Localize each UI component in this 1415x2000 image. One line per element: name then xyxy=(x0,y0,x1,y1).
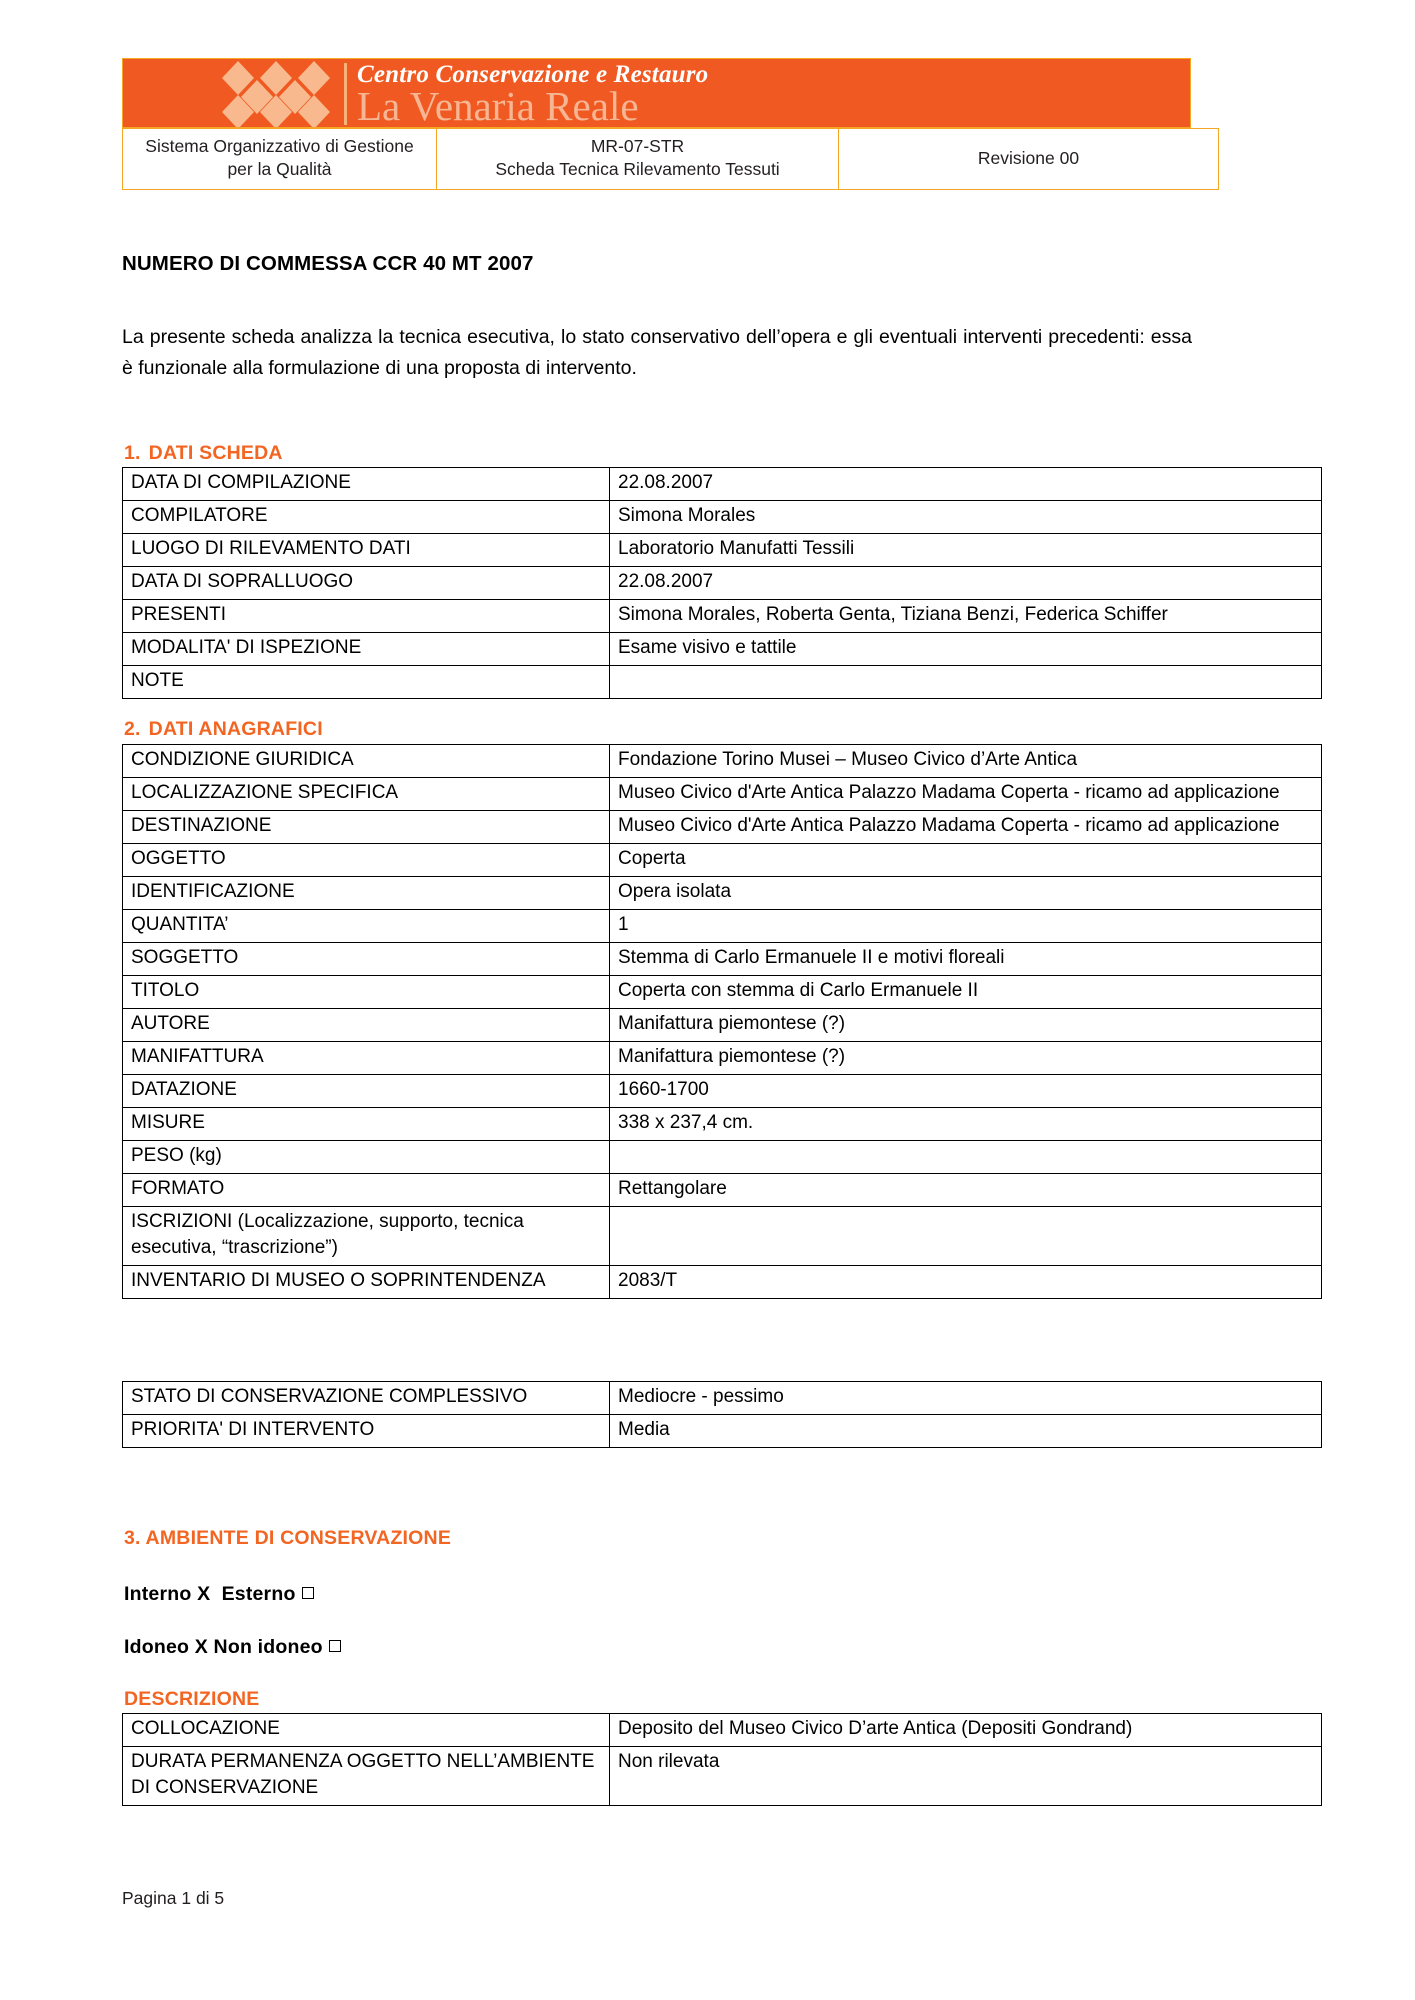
row-key: DESTINAZIONE xyxy=(123,811,610,844)
row-value: Coperta con stemma di Carlo Ermanuele II xyxy=(610,976,1322,1009)
table-row xyxy=(123,1747,1322,1806)
table-row xyxy=(123,1714,1322,1747)
header-cell-revision xyxy=(839,129,1219,190)
empty-checkbox-icon[interactable] xyxy=(329,1640,341,1652)
table-row xyxy=(123,877,1322,910)
row-key: DATA DI COMPILAZIONE xyxy=(123,468,610,501)
row-key: MISURE xyxy=(123,1108,610,1141)
table-row xyxy=(123,811,1322,844)
row-key: LOCALIZZAZIONE SPECIFICA xyxy=(123,778,610,811)
row-value: Laboratorio Manufatti Tessili xyxy=(610,534,1322,567)
table-row xyxy=(123,778,1322,811)
diamond-grid-icon xyxy=(218,59,338,127)
table-row xyxy=(123,1108,1322,1141)
row-key: PESO (kg) xyxy=(123,1141,610,1174)
table-row xyxy=(123,600,1322,633)
row-key: COLLOCAZIONE xyxy=(123,1714,610,1747)
row-key: DATA DI SOPRALLUOGO xyxy=(123,567,610,600)
label-interno: Interno X xyxy=(124,1583,211,1605)
row-key: INVENTARIO DI MUSEO O SOPRINTENDENZA xyxy=(123,1266,610,1299)
logo-title-line1: Centro Conservazione e Restauro xyxy=(357,61,709,88)
row-value: 22.08.2007 xyxy=(610,468,1322,501)
header-quality-line2: per la Qualità xyxy=(227,159,332,179)
row-key: PRIORITA' DI INTERVENTO xyxy=(123,1415,610,1448)
table-row xyxy=(123,1415,1322,1448)
row-value xyxy=(610,666,1322,699)
row-key: CONDIZIONE GIURIDICA xyxy=(123,745,610,778)
environment-idoneo-line xyxy=(124,1636,341,1659)
row-value: Rettangolare xyxy=(610,1174,1322,1207)
header-cell-form-code xyxy=(437,129,839,190)
table-row xyxy=(123,1207,1322,1266)
row-key: IDENTIFICAZIONE xyxy=(123,877,610,910)
row-key: PRESENTI xyxy=(123,600,610,633)
table-dati-anagrafici xyxy=(122,744,1322,1299)
header-form-code: MR-07-STR xyxy=(590,136,685,156)
row-key: OGGETTO xyxy=(123,844,610,877)
row-value: Manifattura piemontese (?) xyxy=(610,1009,1322,1042)
row-value xyxy=(610,1207,1322,1266)
logo-title-line2: La Venaria Reale xyxy=(357,83,639,127)
row-key: LUOGO DI RILEVAMENTO DATI xyxy=(123,534,610,567)
row-value: Simona Morales xyxy=(610,501,1322,534)
section-heading-descrizione: DESCRIZIONE xyxy=(124,1688,260,1710)
row-value: 2083/T xyxy=(610,1266,1322,1299)
row-value xyxy=(610,1141,1322,1174)
table-row xyxy=(123,1009,1322,1042)
table-row xyxy=(123,1382,1322,1415)
table-stato-conservazione xyxy=(122,1381,1322,1448)
table-dati-scheda xyxy=(122,467,1322,699)
row-value: Stemma di Carlo Ermanuele II e motivi floreali xyxy=(610,943,1322,976)
environment-interno-esterno-line xyxy=(124,1583,314,1606)
header-info-table xyxy=(122,128,1219,190)
row-value: Media xyxy=(610,1415,1322,1448)
header-form-title: Scheda Tecnica Rilevamento Tessuti xyxy=(495,159,780,179)
row-key: STATO DI CONSERVAZIONE COMPLESSIVO xyxy=(123,1382,610,1415)
row-key: MODALITA' DI ISPEZIONE xyxy=(123,633,610,666)
row-value: 22.08.2007 xyxy=(610,567,1322,600)
header-quality-line1: Sistema Organizzativo di Gestione xyxy=(145,136,414,156)
table-row xyxy=(123,666,1322,699)
table-row xyxy=(123,633,1322,666)
row-value: Manifattura piemontese (?) xyxy=(610,1042,1322,1075)
intro-paragraph: La presente scheda analizza la tecnica esecutiva, lo stato conservativo dell’opera e gli eventuali interventi precedenti: essa è funzionale alla formulazione di una proposta di intervento. xyxy=(122,326,1192,379)
table-row xyxy=(123,567,1322,600)
table-row xyxy=(123,1075,1322,1108)
row-value: Deposito del Museo Civico D’arte Antica (Depositi Gondrand) xyxy=(610,1714,1322,1747)
table-row xyxy=(123,1174,1322,1207)
table-row xyxy=(123,1266,1322,1299)
table-row xyxy=(123,1141,1322,1174)
table-row xyxy=(123,1042,1322,1075)
row-key: NOTE xyxy=(123,666,610,699)
row-key: DATAZIONE xyxy=(123,1075,610,1108)
logo-divider xyxy=(344,63,347,125)
row-key: SOGGETTO xyxy=(123,943,610,976)
row-value: Esame visivo e tattile xyxy=(610,633,1322,666)
table-descrizione xyxy=(122,1713,1322,1806)
row-value: 1 xyxy=(610,910,1322,943)
row-value: Opera isolata xyxy=(610,877,1322,910)
page-title: NUMERO DI COMMESSA CCR 40 MT 2007 xyxy=(122,252,534,275)
logo-banner xyxy=(122,58,1191,128)
row-key: AUTORE xyxy=(123,1009,610,1042)
row-key: ISCRIZIONI (Localizzazione, supporto, tecnica esecutiva, “trascrizione”) xyxy=(123,1207,610,1266)
table-row xyxy=(123,501,1322,534)
row-value: Museo Civico d'Arte Antica Palazzo Madama Coperta - ricamo ad applicazione xyxy=(610,778,1322,811)
header-info-row xyxy=(123,129,1219,190)
row-value: Museo Civico d'Arte Antica Palazzo Madama Coperta - ricamo ad applicazione xyxy=(610,811,1322,844)
section2-title: DATI ANAGRAFICI xyxy=(148,718,323,740)
section-heading-ambiente: 3. AMBIENTE DI CONSERVAZIONE xyxy=(124,1527,452,1549)
section1-title: DATI SCHEDA xyxy=(148,442,283,464)
logo-wordmark xyxy=(357,59,1190,127)
empty-checkbox-icon[interactable] xyxy=(302,1587,314,1599)
label-idoneo: Idoneo X Non idoneo xyxy=(124,1636,323,1658)
row-value: 1660-1700 xyxy=(610,1075,1322,1108)
row-value: Simona Morales, Roberta Genta, Tiziana Benzi, Federica Schiffer xyxy=(610,600,1322,633)
table-row xyxy=(123,468,1322,501)
row-value: Fondazione Torino Musei – Museo Civico d’Arte Antica xyxy=(610,745,1322,778)
label-esterno: Esterno xyxy=(221,1583,296,1605)
header-cell-quality-system xyxy=(123,129,437,190)
table-row xyxy=(123,844,1322,877)
section-heading-dati-scheda xyxy=(124,442,283,465)
row-value: Coperta xyxy=(610,844,1322,877)
row-value: Mediocre - pessimo xyxy=(610,1382,1322,1415)
row-value: 338 x 237,4 cm. xyxy=(610,1108,1322,1141)
table-row xyxy=(123,745,1322,778)
document-header xyxy=(122,58,1191,190)
table-row xyxy=(123,534,1322,567)
row-key: TITOLO xyxy=(123,976,610,1009)
row-key: DURATA PERMANENZA OGGETTO NELL’AMBIENTE DI CONSERVAZIONE xyxy=(123,1747,610,1806)
section-heading-dati-anagrafici xyxy=(124,718,323,741)
row-value: Non rilevata xyxy=(610,1747,1322,1806)
section2-number: 2. xyxy=(124,718,141,740)
row-key: MANIFATTURA xyxy=(123,1042,610,1075)
table-row xyxy=(123,910,1322,943)
header-revision: Revisione 00 xyxy=(977,147,1080,168)
table-row xyxy=(123,943,1322,976)
row-key: QUANTITA’ xyxy=(123,910,610,943)
table-row xyxy=(123,976,1322,1009)
row-key: COMPILATORE xyxy=(123,501,610,534)
row-key: FORMATO xyxy=(123,1174,610,1207)
page-footer: Pagina 1 di 5 xyxy=(122,1888,225,1908)
section1-number: 1. xyxy=(124,442,141,464)
